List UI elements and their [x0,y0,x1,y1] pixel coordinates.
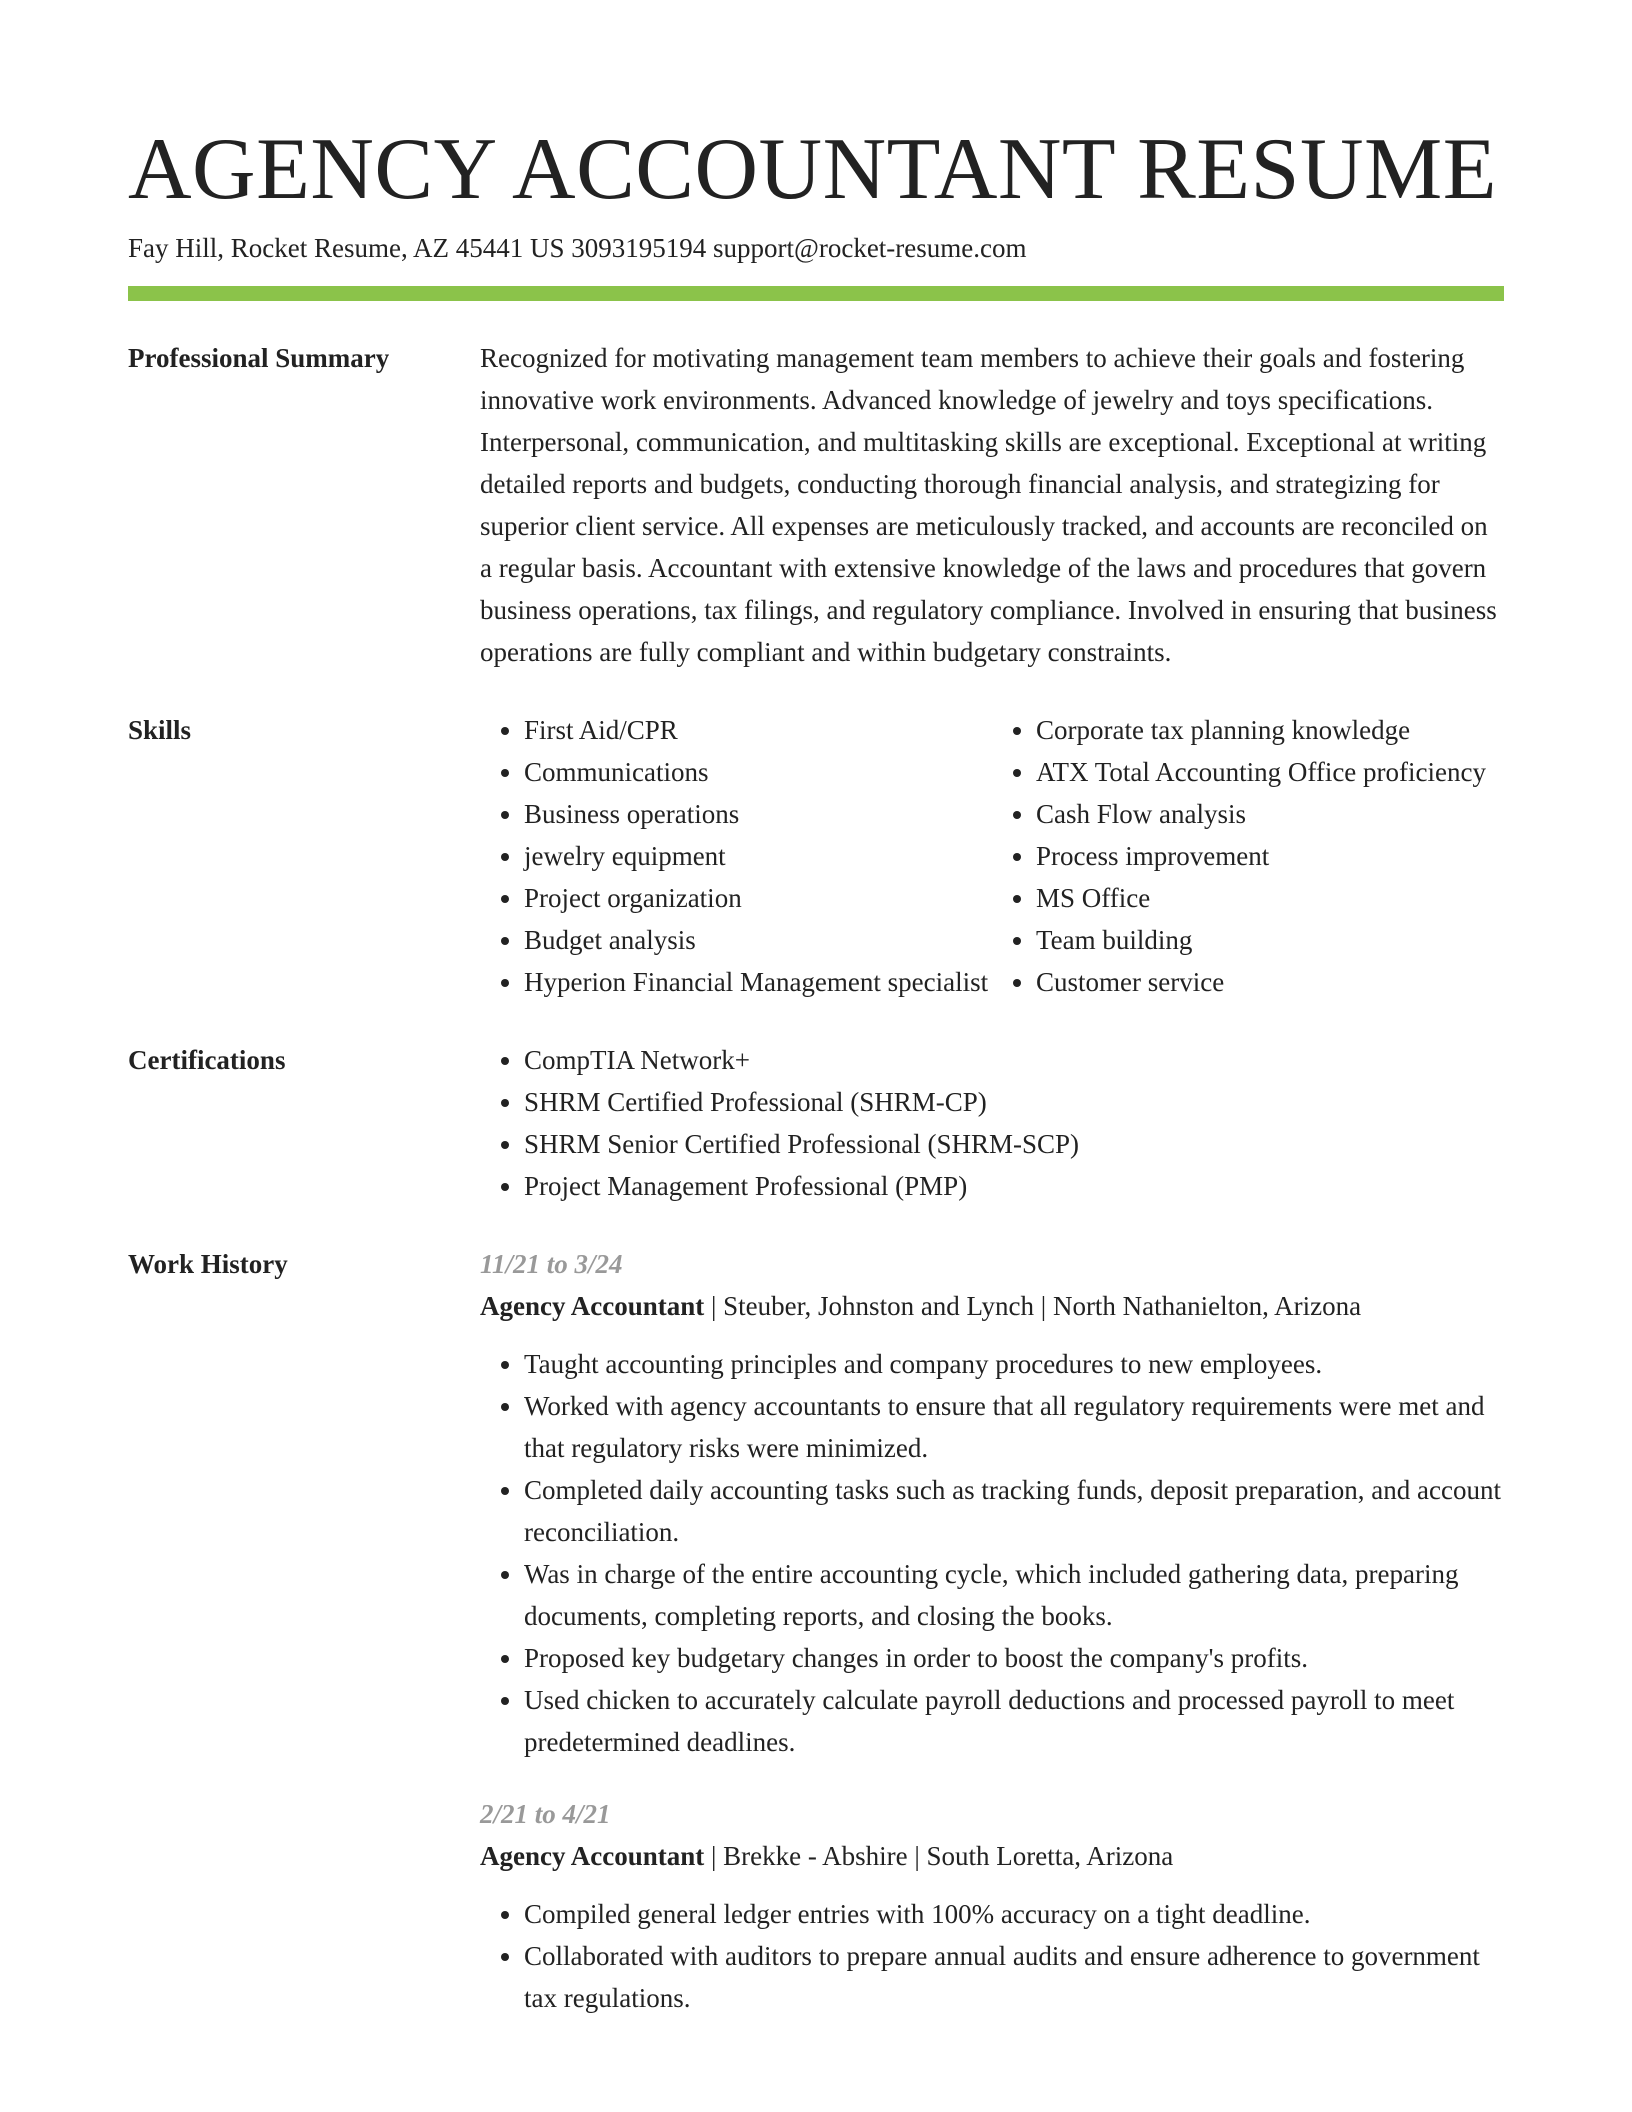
contact-line: Fay Hill, Rocket Resume, AZ 45441 US 3093195194 support@rocket-resume.com [128,233,1027,263]
summary-section [128,337,1504,673]
certifications-label: Certifications [128,1045,286,1075]
skill-item: • Customer service [1036,961,1504,1003]
skill-item: • MS Office [1036,877,1504,919]
skill-item: • Hyperion Financial Management specialist [524,961,992,1003]
skill-item: • Corporate tax planning knowledge [1036,709,1504,751]
summary-label: Professional Summary [128,343,390,373]
job-bullet: • Proposed key budgetary changes in order to boost the company's profits. [524,1637,1504,1679]
job-title: Agency Accountant [480,1291,705,1321]
skills-list-left [480,709,992,1003]
skill-item: • Communications [524,751,992,793]
job-bullets [480,1893,1504,2019]
skill-item: • Process improvement [1036,835,1504,877]
summary-text: Recognized for motivating management team members to achieve their goals and fostering innovative work environments. Advanced knowledge of jewelry and toys specifications. Interpersonal, communication, and multitasking skills are exceptional. Exceptional at writing detailed reports and budgets, conducting thorough financial analysis, and strategizing for superior client service. All expenses are meticulously tracked, and accounts are reconciled on a regular basis. Accountant with extensive knowledge of the laws and procedures that govern business operations, tax filings, and regulatory compliance. Involved in ensuring that business operations are fully compliant and within budgetary constraints. [480,343,1497,667]
job-dates: 2/21 to 4/21 [480,1799,611,1829]
certification-item: • SHRM Senior Certified Professional (SHRM-SCP) [524,1123,1504,1165]
job-entry [480,1793,1504,2019]
certification-item: • CompTIA Network+ [524,1039,1504,1081]
job-details: | Brekke - Abshire | South Loretta, Arizona [704,1841,1174,1871]
job-bullet: • Used chicken to accurately calculate payroll deductions and processed payroll to meet predetermined deadlines. [524,1679,1504,1763]
job-heading [480,1835,1504,1877]
work-history-label: Work History [128,1249,288,1279]
job-bullets [480,1343,1504,1763]
skill-item: • ATX Total Accounting Office proficiency [1036,751,1504,793]
skill-item: • Project organization [524,877,992,919]
job-bullet: • Worked with agency accountants to ensure that all regulatory requirements were met and that regulatory risks were minimized. [524,1385,1504,1469]
job-heading [480,1285,1504,1327]
job-entry [480,1243,1504,1763]
job-bullet: • Completed daily accounting tasks such as tracking funds, deposit preparation, and account reconciliation. [524,1469,1504,1553]
certifications-section [128,1039,1504,1207]
job-dates: 11/21 to 3/24 [480,1249,623,1279]
job-bullet: • Was in charge of the entire accounting cycle, which included gathering data, preparing documents, completing reports, and closing the books. [524,1553,1504,1637]
resume-title: AGENCY ACCOUNTANT RESUME [128,121,1498,218]
certification-item: • SHRM Certified Professional (SHRM-CP) [524,1081,1504,1123]
job-details: | Steuber, Johnston and Lynch | North Nathanielton, Arizona [704,1291,1362,1321]
skill-item: • Team building [1036,919,1504,961]
work-history-section [128,1243,1504,2049]
accent-divider [128,286,1504,301]
job-bullet: • Compiled general ledger entries with 100% accuracy on a tight deadline. [524,1893,1504,1935]
skill-item: • First Aid/CPR [524,709,992,751]
skills-list-right [992,709,1504,1003]
skill-item: • Business operations [524,793,992,835]
job-bullet: • Taught accounting principles and company procedures to new employees. [524,1343,1504,1385]
job-title: Agency Accountant [480,1841,705,1871]
resume-page [128,120,1504,2049]
skills-section [128,709,1504,1003]
skill-item: • Cash Flow analysis [1036,793,1504,835]
skills-label: Skills [128,715,192,745]
skill-item: • Budget analysis [524,919,992,961]
job-bullet: • Collaborated with auditors to prepare annual audits and ensure adherence to government tax regulations. [524,1935,1504,2019]
skill-item: • jewelry equipment [524,835,992,877]
certification-item: • Project Management Professional (PMP) [524,1165,1504,1207]
certifications-list [480,1039,1504,1207]
